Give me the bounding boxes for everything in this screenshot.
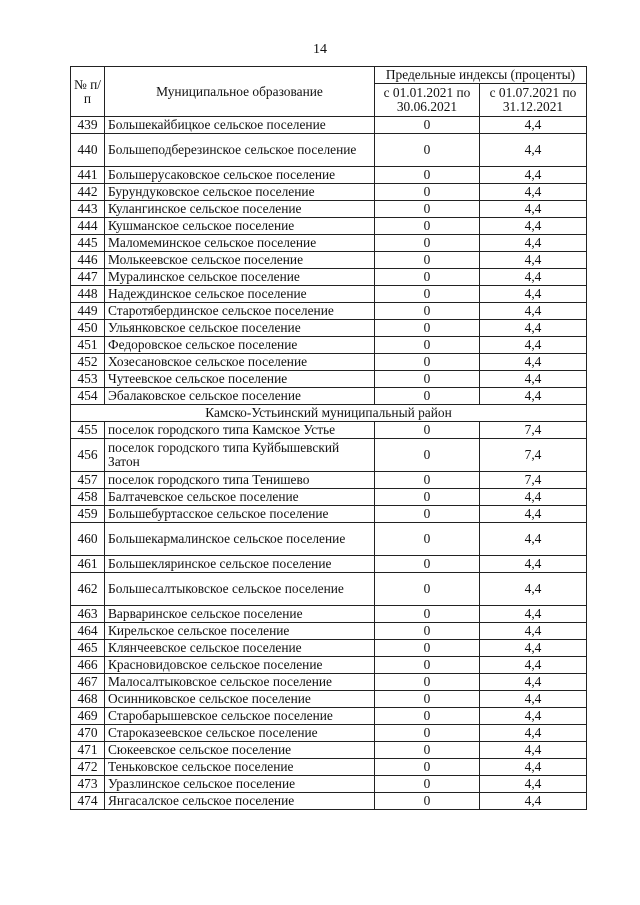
municipality-name: Кирельское сельское поселение [105,623,375,640]
index-period-1: 0 [375,657,480,674]
municipality-name: Большебуртасское сельское поселение [105,506,375,523]
index-period-1: 0 [375,606,480,623]
table-row [71,354,587,371]
row-number: 467 [71,674,105,691]
index-period-2: 4,4 [480,506,587,523]
table-row [71,759,587,776]
section-title: Камско-Устьинский муниципальный район [71,405,587,422]
municipality-name: Муралинское сельское поселение [105,269,375,286]
index-period-2: 7,4 [480,472,587,489]
table-row [71,657,587,674]
municipality-name: Старотябердинское сельское поселение [105,303,375,320]
municipality-name: Чутеевское сельское поселение [105,371,375,388]
index-period-1: 0 [375,167,480,184]
index-period-1: 0 [375,337,480,354]
index-period-1: 0 [375,489,480,506]
index-period-1: 0 [375,201,480,218]
row-number: 463 [71,606,105,623]
table-row [71,371,587,388]
table-row [71,623,587,640]
index-period-2: 4,4 [480,269,587,286]
index-period-2: 4,4 [480,252,587,269]
index-period-2: 4,4 [480,489,587,506]
index-period-1: 0 [375,776,480,793]
row-number: 458 [71,489,105,506]
index-period-2: 4,4 [480,742,587,759]
table-row [71,235,587,252]
index-period-1: 0 [375,269,480,286]
row-number: 451 [71,337,105,354]
row-number: 456 [71,439,105,472]
table-row [71,218,587,235]
index-period-1: 0 [375,354,480,371]
municipality-name: Кулангинское сельское поселение [105,201,375,218]
index-period-1: 0 [375,725,480,742]
row-number: 457 [71,472,105,489]
table-row [71,708,587,725]
municipality-name: Маломеминское сельское поселение [105,235,375,252]
index-period-1: 0 [375,556,480,573]
table-row [71,506,587,523]
index-period-1: 0 [375,303,480,320]
row-number: 450 [71,320,105,337]
municipality-name: Старобарышевское сельское поселение [105,708,375,725]
municipality-name: Молькеевское сельское поселение [105,252,375,269]
index-period-1: 0 [375,134,480,167]
table-row [71,422,587,439]
index-period-2: 4,4 [480,708,587,725]
row-number: 473 [71,776,105,793]
index-period-2: 7,4 [480,422,587,439]
index-period-2: 4,4 [480,725,587,742]
municipality-name: поселок городского типа Камское Устье [105,422,375,439]
row-number: 468 [71,691,105,708]
municipality-name: Большерусаковское сельское поселение [105,167,375,184]
row-number: 452 [71,354,105,371]
index-period-1: 0 [375,388,480,405]
row-number: 445 [71,235,105,252]
column-header-municipality: Муниципальное образование [105,67,375,117]
municipality-name: Эбалаковское сельское поселение [105,388,375,405]
municipality-name: Бурундуковское сельское поселение [105,184,375,201]
index-period-2: 4,4 [480,573,587,606]
municipality-name: Большекляринское сельское поселение [105,556,375,573]
index-period-1: 0 [375,691,480,708]
municipality-name: Большекайбицкое сельское поселение [105,117,375,134]
index-period-2: 4,4 [480,776,587,793]
index-period-2: 4,4 [480,218,587,235]
municipality-name: Красновидовское сельское поселение [105,657,375,674]
table-body [71,117,587,810]
row-number: 440 [71,134,105,167]
index-period-1: 0 [375,573,480,606]
index-period-1: 0 [375,117,480,134]
index-period-1: 0 [375,286,480,303]
index-period-2: 7,4 [480,439,587,472]
index-period-2: 4,4 [480,201,587,218]
index-period-1: 0 [375,472,480,489]
row-number: 447 [71,269,105,286]
index-period-1: 0 [375,759,480,776]
table-row [71,674,587,691]
row-number: 474 [71,793,105,810]
table-row [71,472,587,489]
table-row [71,793,587,810]
index-period-1: 0 [375,523,480,556]
index-period-1: 0 [375,506,480,523]
row-number: 444 [71,218,105,235]
column-group-header-indices: Предельные индексы (проценты) [375,67,587,84]
index-period-1: 0 [375,640,480,657]
row-number: 462 [71,573,105,606]
municipality-name: Большекармалинское сельское поселение [105,523,375,556]
municipality-name: Балтачевское сельское поселение [105,489,375,506]
row-number: 465 [71,640,105,657]
table-row [71,523,587,556]
index-period-2: 4,4 [480,117,587,134]
table-row [71,252,587,269]
index-period-2: 4,4 [480,759,587,776]
table-row [71,337,587,354]
municipality-name: Хозесановское сельское поселение [105,354,375,371]
index-period-2: 4,4 [480,354,587,371]
index-period-2: 4,4 [480,793,587,810]
table-row [71,134,587,167]
section-header-row [71,405,587,422]
row-number: 439 [71,117,105,134]
index-period-1: 0 [375,674,480,691]
municipality-name: Осинниковское сельское поселение [105,691,375,708]
municipality-name: Клянчеевское сельское поселение [105,640,375,657]
table-row [71,201,587,218]
row-number: 470 [71,725,105,742]
index-period-2: 4,4 [480,371,587,388]
municipality-name: Уразлинское сельское поселение [105,776,375,793]
row-number: 454 [71,388,105,405]
row-number: 459 [71,506,105,523]
index-period-2: 4,4 [480,606,587,623]
table-row [71,269,587,286]
index-period-2: 4,4 [480,286,587,303]
index-period-1: 0 [375,371,480,388]
municipality-name: Большесалтыковское сельское поселение [105,573,375,606]
index-period-2: 4,4 [480,388,587,405]
index-period-1: 0 [375,218,480,235]
table-row [71,573,587,606]
row-number: 469 [71,708,105,725]
municipality-name: Кушманское сельское поселение [105,218,375,235]
table-row [71,640,587,657]
table-row [71,184,587,201]
index-period-2: 4,4 [480,337,587,354]
row-number: 460 [71,523,105,556]
row-number: 443 [71,201,105,218]
row-number: 449 [71,303,105,320]
table-row [71,286,587,303]
index-period-2: 4,4 [480,657,587,674]
index-period-1: 0 [375,422,480,439]
index-period-1: 0 [375,320,480,337]
indices-table [70,66,587,810]
index-period-1: 0 [375,793,480,810]
municipality-name: поселок городского типа Куйбышевский Затон [105,439,375,472]
index-period-2: 4,4 [480,134,587,167]
table-header [71,67,587,117]
column-header-period-1: с 01.01.2021 по 30.06.2021 [375,84,480,117]
table-row [71,303,587,320]
index-period-2: 4,4 [480,623,587,640]
table-row [71,117,587,134]
index-period-2: 4,4 [480,320,587,337]
table-row [71,776,587,793]
municipality-name: Ульянковское сельское поселение [105,320,375,337]
municipality-name: поселок городского типа Тенишево [105,472,375,489]
column-header-period-2: с 01.07.2021 по 31.12.2021 [480,84,587,117]
table-row [71,167,587,184]
table-row [71,742,587,759]
index-period-2: 4,4 [480,523,587,556]
index-period-2: 4,4 [480,235,587,252]
row-number: 446 [71,252,105,269]
column-header-number: № п/п [71,67,105,117]
row-number: 455 [71,422,105,439]
table-row [71,388,587,405]
index-period-2: 4,4 [480,167,587,184]
index-period-1: 0 [375,235,480,252]
table-row [71,725,587,742]
index-period-1: 0 [375,184,480,201]
row-number: 464 [71,623,105,640]
index-period-2: 4,4 [480,691,587,708]
table-row [71,606,587,623]
index-period-2: 4,4 [480,303,587,320]
row-number: 472 [71,759,105,776]
municipality-name: Теньковское сельское поселение [105,759,375,776]
index-period-2: 4,4 [480,640,587,657]
municipality-name: Сюкеевское сельское поселение [105,742,375,759]
table-row [71,320,587,337]
row-number: 441 [71,167,105,184]
table-row [71,556,587,573]
municipality-name: Большеподберезинское сельское поселение [105,134,375,167]
row-number: 453 [71,371,105,388]
index-period-1: 0 [375,623,480,640]
row-number: 448 [71,286,105,303]
page-number: 14 [313,42,327,57]
index-period-1: 0 [375,252,480,269]
index-period-1: 0 [375,439,480,472]
municipality-name: Надеждинское сельское поселение [105,286,375,303]
table-row [71,439,587,472]
index-period-1: 0 [375,742,480,759]
municipality-name: Варваринское сельское поселение [105,606,375,623]
index-period-1: 0 [375,708,480,725]
table-row [71,489,587,506]
row-number: 466 [71,657,105,674]
row-number: 471 [71,742,105,759]
index-period-2: 4,4 [480,184,587,201]
row-number: 461 [71,556,105,573]
index-period-2: 4,4 [480,674,587,691]
table-row [71,691,587,708]
municipality-name: Малосалтыковское сельское поселение [105,674,375,691]
municipality-name: Староказеевское сельское поселение [105,725,375,742]
municipality-name: Янгасалское сельское поселение [105,793,375,810]
row-number: 442 [71,184,105,201]
index-period-2: 4,4 [480,556,587,573]
municipality-name: Федоровское сельское поселение [105,337,375,354]
